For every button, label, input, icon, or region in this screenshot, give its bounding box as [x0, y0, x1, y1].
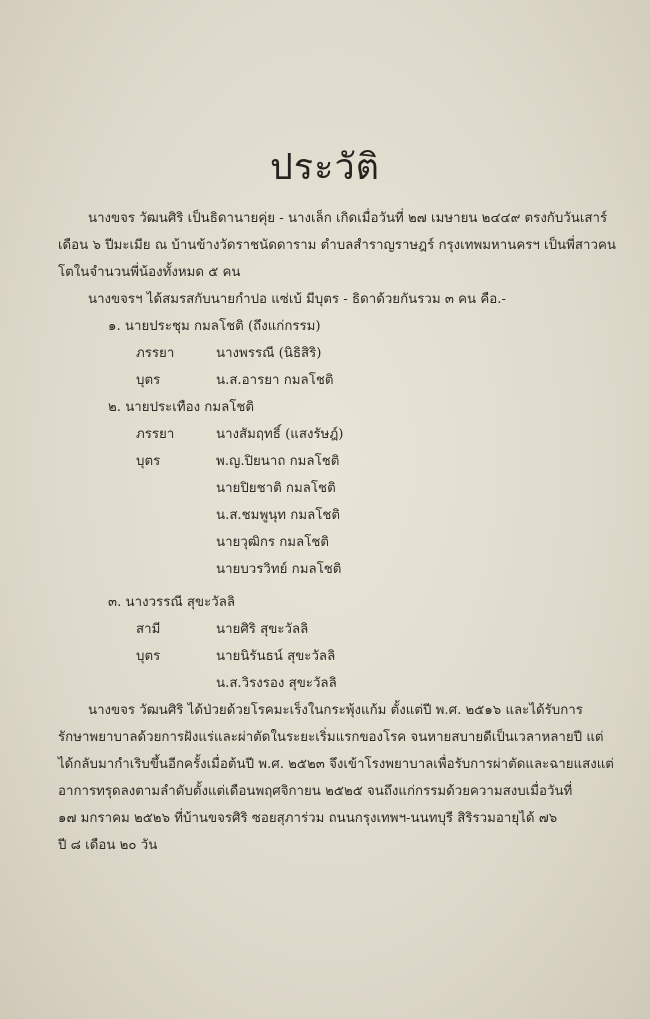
family-name: นายศิริ สุขะวัลลิ — [216, 622, 309, 637]
intro-line: โตในจำนวนพี่น้องทั้งหมด ๕ คน — [58, 265, 241, 280]
child-heading: ๒. นายประเทือง กมลโชติ — [108, 400, 255, 415]
family-name: น.ส.วิรงรอง สุขะวัลลิ — [216, 676, 337, 691]
illness-line: ๑๗ มกราคม ๒๕๒๖ ที่บ้านขจรศิริ ซอยสุภาร่วม ถนนกรุงเทพฯ-นนทบุรี สิริรวมอายุได้ ๗๖ — [58, 811, 558, 826]
relation-label: บุตร — [136, 454, 161, 469]
family-name: นายวุฒิกร กมลโชติ — [216, 535, 330, 550]
marriage-line: นางขจรฯ ได้สมรสกับนายกำปอ แซ่เบ้ มีบุตร - ธิดาด้วยกันรวม ๓ คน คือ.- — [88, 292, 506, 307]
family-name: นายนิรันธน์ สุขะวัลลิ — [216, 649, 336, 664]
family-row — [58, 448, 618, 475]
family-row — [58, 616, 618, 643]
family-name: นางพรรณี (นิธิสิริ) — [216, 346, 322, 361]
child-heading: ๓. นางวรรณี สุขะวัลลิ — [108, 595, 236, 610]
relation-label: สามี — [136, 622, 161, 637]
illness-line: ได้กลับมากำเริบขึ้นอีกครั้งเมื่อต้นปี พ.ศ. ๒๕๒๓ จึงเข้าโรงพยาบาลเพื่อรับการผ่าตัดและฉายแสงแต่ — [58, 757, 614, 772]
relation-label: บุตร — [136, 373, 161, 388]
intro-line: นางขจร วัฒนศิริ เป็นธิดานายคุ่ย - นางเล็ก เกิดเมื่อวันที่ ๒๗ เมษายน ๒๔๔๙ ตรงกับวันเสาร์ — [88, 211, 608, 226]
family-name: น.ส.ชมพูนุท กมลโชติ — [216, 508, 341, 523]
relation-label: บุตร — [136, 649, 161, 664]
biography-text — [58, 205, 618, 859]
child-heading: ๑. นายประชุม กมลโชติ (ถึงแก่กรรม) — [108, 319, 321, 334]
intro-line: เดือน ๖ ปีมะเมีย ณ บ้านข้างวัดราชนัดดาราม ตำบลสำราญราษฎร์ กรุงเทพมหานครฯ เป็นพี่สาวคน — [58, 238, 616, 253]
family-row — [58, 340, 618, 367]
page-title: ประวัติ — [269, 147, 381, 188]
family-row — [58, 421, 618, 448]
family-row — [58, 367, 618, 394]
relation-label: ภรรยา — [136, 427, 175, 442]
illness-line: อาการทรุดลงตามลำดับตั้งแต่เดือนพฤศจิกายน ๒๕๒๕ จนถึงแก่กรรมด้วยความสงบเมื่อวันที่ — [58, 784, 573, 799]
family-name: นายบวรวิทย์ กมลโชติ — [216, 562, 342, 577]
family-name: นายปิยชาติ กมลโชติ — [216, 481, 336, 496]
family-name: น.ส.อารยา กมลโชติ — [216, 373, 334, 388]
relation-label: ภรรยา — [136, 346, 175, 361]
illness-line: นางขจร วัฒนศิริ ได้ป่วยด้วยโรคมะเร็งในกระพุ้งแก้ม ตั้งแต่ปี พ.ศ. ๒๕๑๖ และได้รับการ — [88, 703, 583, 718]
illness-line: รักษาพยาบาลด้วยการฝังแร่และผ่าตัดในระยะเริ่มแรกของโรค จนหายสบายดีเป็นเวลาหลายปี แต่ — [58, 730, 604, 745]
family-name: นางสัมฤทธิ์ (แสงรัษฎ์) — [216, 427, 344, 442]
family-name: พ.ญ.ปิยนาถ กมลโชติ — [216, 454, 340, 469]
family-row — [58, 643, 618, 670]
illness-line: ปี ๘ เดือน ๒๐ วัน — [58, 838, 158, 853]
